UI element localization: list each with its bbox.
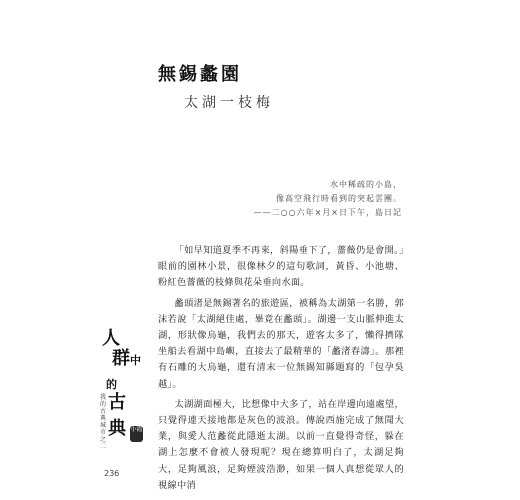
series-logo — [100, 330, 144, 450]
body-text — [158, 243, 404, 498]
body-paragraph: 太湖湖面極大，比想像中大多了，站在岸邊向遠處望，只覺得連天接地都是灰色的波浪。傳說西施完成了無聞大業，與愛人范蠡從此隱逝太湖。以前一直覺得奇怪，躲在湖上怎麼不會被人發現呢？現在總算明白了，太湖足夠大，足夠風浪，足夠煙波浩渺，如果一個人真想從眾人的視線中消 — [158, 398, 404, 491]
epigraph — [254, 178, 402, 220]
logo-tagline: 我的古典城市之二 — [100, 394, 107, 450]
logo-char: 的 — [106, 378, 117, 391]
logo-char: 中 — [130, 354, 141, 367]
logo-char: 人 — [102, 328, 120, 349]
body-paragraph: 蠡頭渚是無錫著名的旅遊區，被稱為太湖第一名勝，郭沫若說「太湖絕佳處，畢竟在蠡頭」。湖邊一支山脈伸進太湖，形狀像烏龜，我們去的那天，遊客太多了，懶得擠隊坐船去看湖中島嶼，直接去了最精華的「蠡渚春濤」。那裡有石雕的大烏龜，還有清末一位無錫知縣題寫的「包孕吳越」。 — [158, 297, 404, 390]
page-subtitle: 太湖一枝梅 — [184, 95, 274, 111]
page-title: 無錫蠡園 — [158, 64, 242, 85]
logo-char: 典 — [108, 418, 126, 439]
epigraph-line: 水中稀疏的小島， — [330, 180, 402, 189]
epigraph-line: ——二○○六年×月×日下午，島日記 — [253, 208, 402, 217]
logo-char: 古 — [108, 392, 126, 413]
logo-seal: 小霞 — [130, 426, 143, 442]
body-paragraph: 「如早知道夏季不再來，斜陽垂下了，薔薇仍是會開。」眼前的園林小景，很像林夕的這句歌詞，黃昏、小池塘、粉紅色薔薇的枝條與花朵垂向水面。 — [158, 245, 404, 289]
logo-char: 群 — [112, 348, 130, 369]
page-number: 236 — [104, 469, 120, 478]
epigraph-line: 像高空飛行時看到的突起雲團。 — [276, 194, 402, 203]
